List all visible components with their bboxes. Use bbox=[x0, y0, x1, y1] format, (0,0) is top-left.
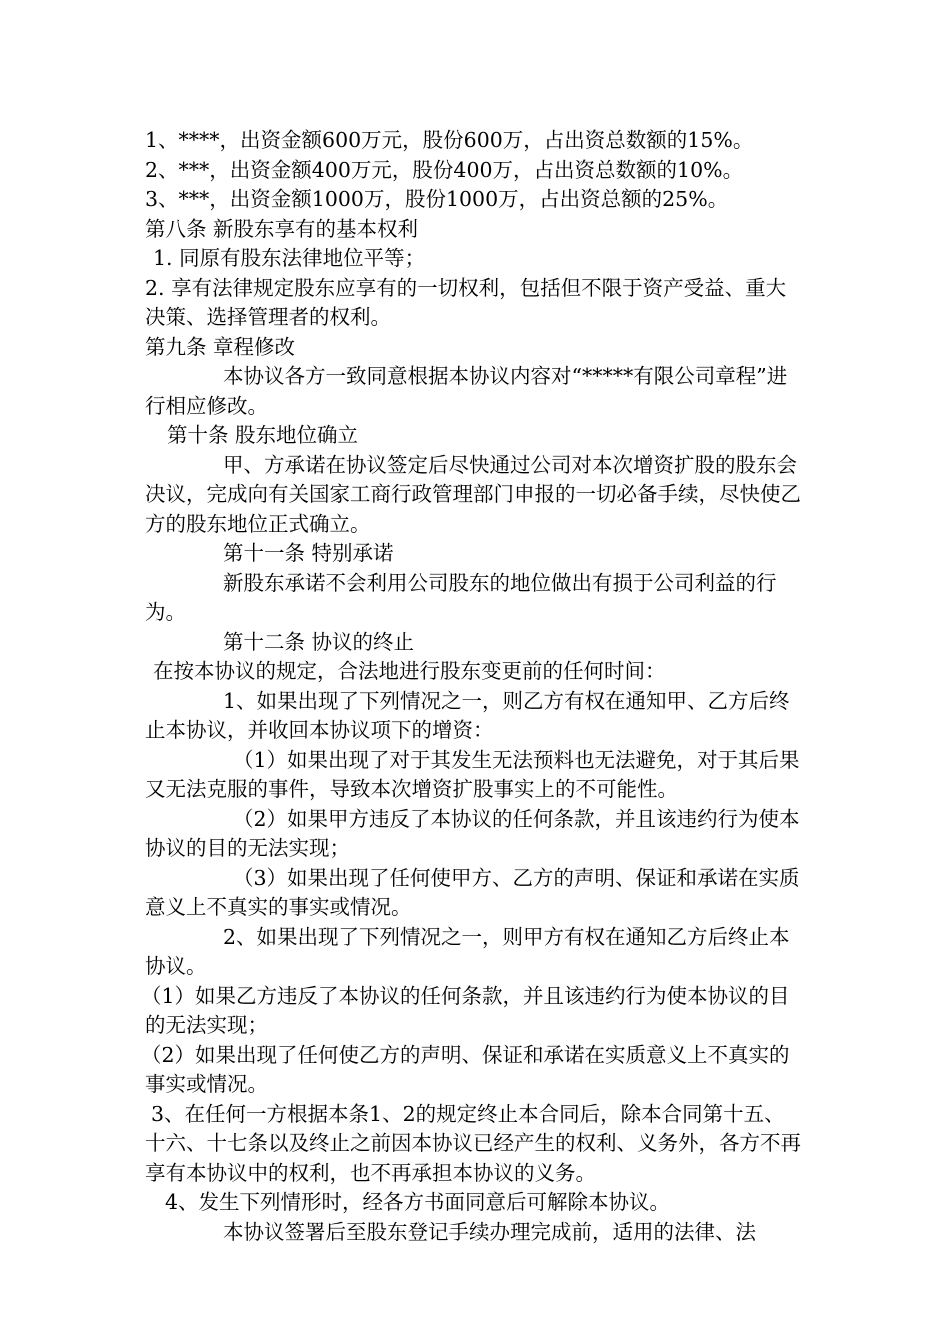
investor-2-line: 2、***，出资金额400万元，股份400万，占出资总数额的10%。 bbox=[145, 157, 744, 182]
article-10-heading: 第十条 股东地位确立 bbox=[167, 423, 359, 447]
article-9-body: 本协议各方一致同意根据本协议内容对“*****有限公司章程”进行相应修改。 bbox=[145, 364, 788, 418]
article-11-body: 新股东承诺不会利用公司股东的地位做出有损于公司利益的行为。 bbox=[145, 570, 777, 624]
article-8-item-2: 2. 享有法律规定股东应享有的一切权利，包括但不限于资产受益、重大决策、选择管理者的权利。 bbox=[145, 275, 787, 329]
article-11-heading: 第十一条 特别承诺 bbox=[223, 541, 394, 565]
article-12-intro: 在按本协议的规定，合法地进行股东变更前的任何时间： bbox=[153, 659, 666, 683]
article-12-clause-1-item-2: （2）如果甲方违反了本协议的任何条款，并且该违约行为使本协议的目的无法实现； bbox=[145, 806, 800, 860]
article-12-heading: 第十二条 协议的终止 bbox=[223, 629, 415, 654]
article-12-clause-2-item-1: （1）如果乙方违反了本协议的任何条款，并且该违约行为使本协议的目的无法实现； bbox=[141, 983, 790, 1037]
article-8-heading: 第八条 新股东享有的基本权利 bbox=[145, 216, 419, 241]
article-12-clause-4: 4、发生下列情形时，经各方书面同意后可解除本协议。 bbox=[165, 1190, 671, 1214]
article-12-clause-4-body: 本协议签署后至股东登记手续办理完成前，适用的法律、法 bbox=[223, 1219, 756, 1244]
article-10-body: 甲、方承诺在协议签定后尽快通过公司对本次增资扩股的股东会决议，完成向有关国家工商行政管理部门申报的一切必备手续，尽快使乙方的股东地位正式确立。 bbox=[145, 452, 801, 536]
investor-3-line: 3、***，出资金额1000万，股份1000万，占出资总额的25%。 bbox=[145, 187, 729, 211]
article-12-clause-2: 2、如果出现了下列情况之一，则甲方有权在通知乙方后终止本协议。 bbox=[145, 924, 790, 978]
article-12-clause-1: 1、如果出现了下列情况之一，则乙方有权在通知甲、乙方后终止本协议，并收回本协议项下的增资： bbox=[145, 688, 790, 742]
document-body bbox=[141, 126, 805, 1247]
article-12-clause-1-item-3: （3）如果出现了任何使甲方、乙方的声明、保证和承诺在实质意义上不真实的事实或情况。 bbox=[145, 865, 800, 919]
investor-1-line: 1、****，出资金额600万元，股份600万，占出资总数额的15%。 bbox=[145, 128, 754, 152]
article-12-clause-2-item-2: （2）如果出现了任何使乙方的声明、保证和承诺在实质意义上不真实的事实或情况。 bbox=[141, 1042, 790, 1096]
article-12-clause-3: 3、在任何一方根据本条1、2的规定终止本合同后，除本合同第十五、十六、十七条以及终止之前因本协议已经产生的权利、义务外，各方不再享有本协议中的权利，也不再承担本协议的义务。 bbox=[145, 1101, 801, 1185]
article-8-item-1: 1. 同原有股东法律地位平等； bbox=[153, 246, 426, 270]
article-12-clause-1-item-1: （1）如果出现了对于其发生无法预料也无法避免，对于其后果又无法克服的事件，导致本次增资扩股事实上的不可能性。 bbox=[145, 747, 800, 801]
article-9-heading: 第九条 章程修改 bbox=[145, 334, 296, 359]
